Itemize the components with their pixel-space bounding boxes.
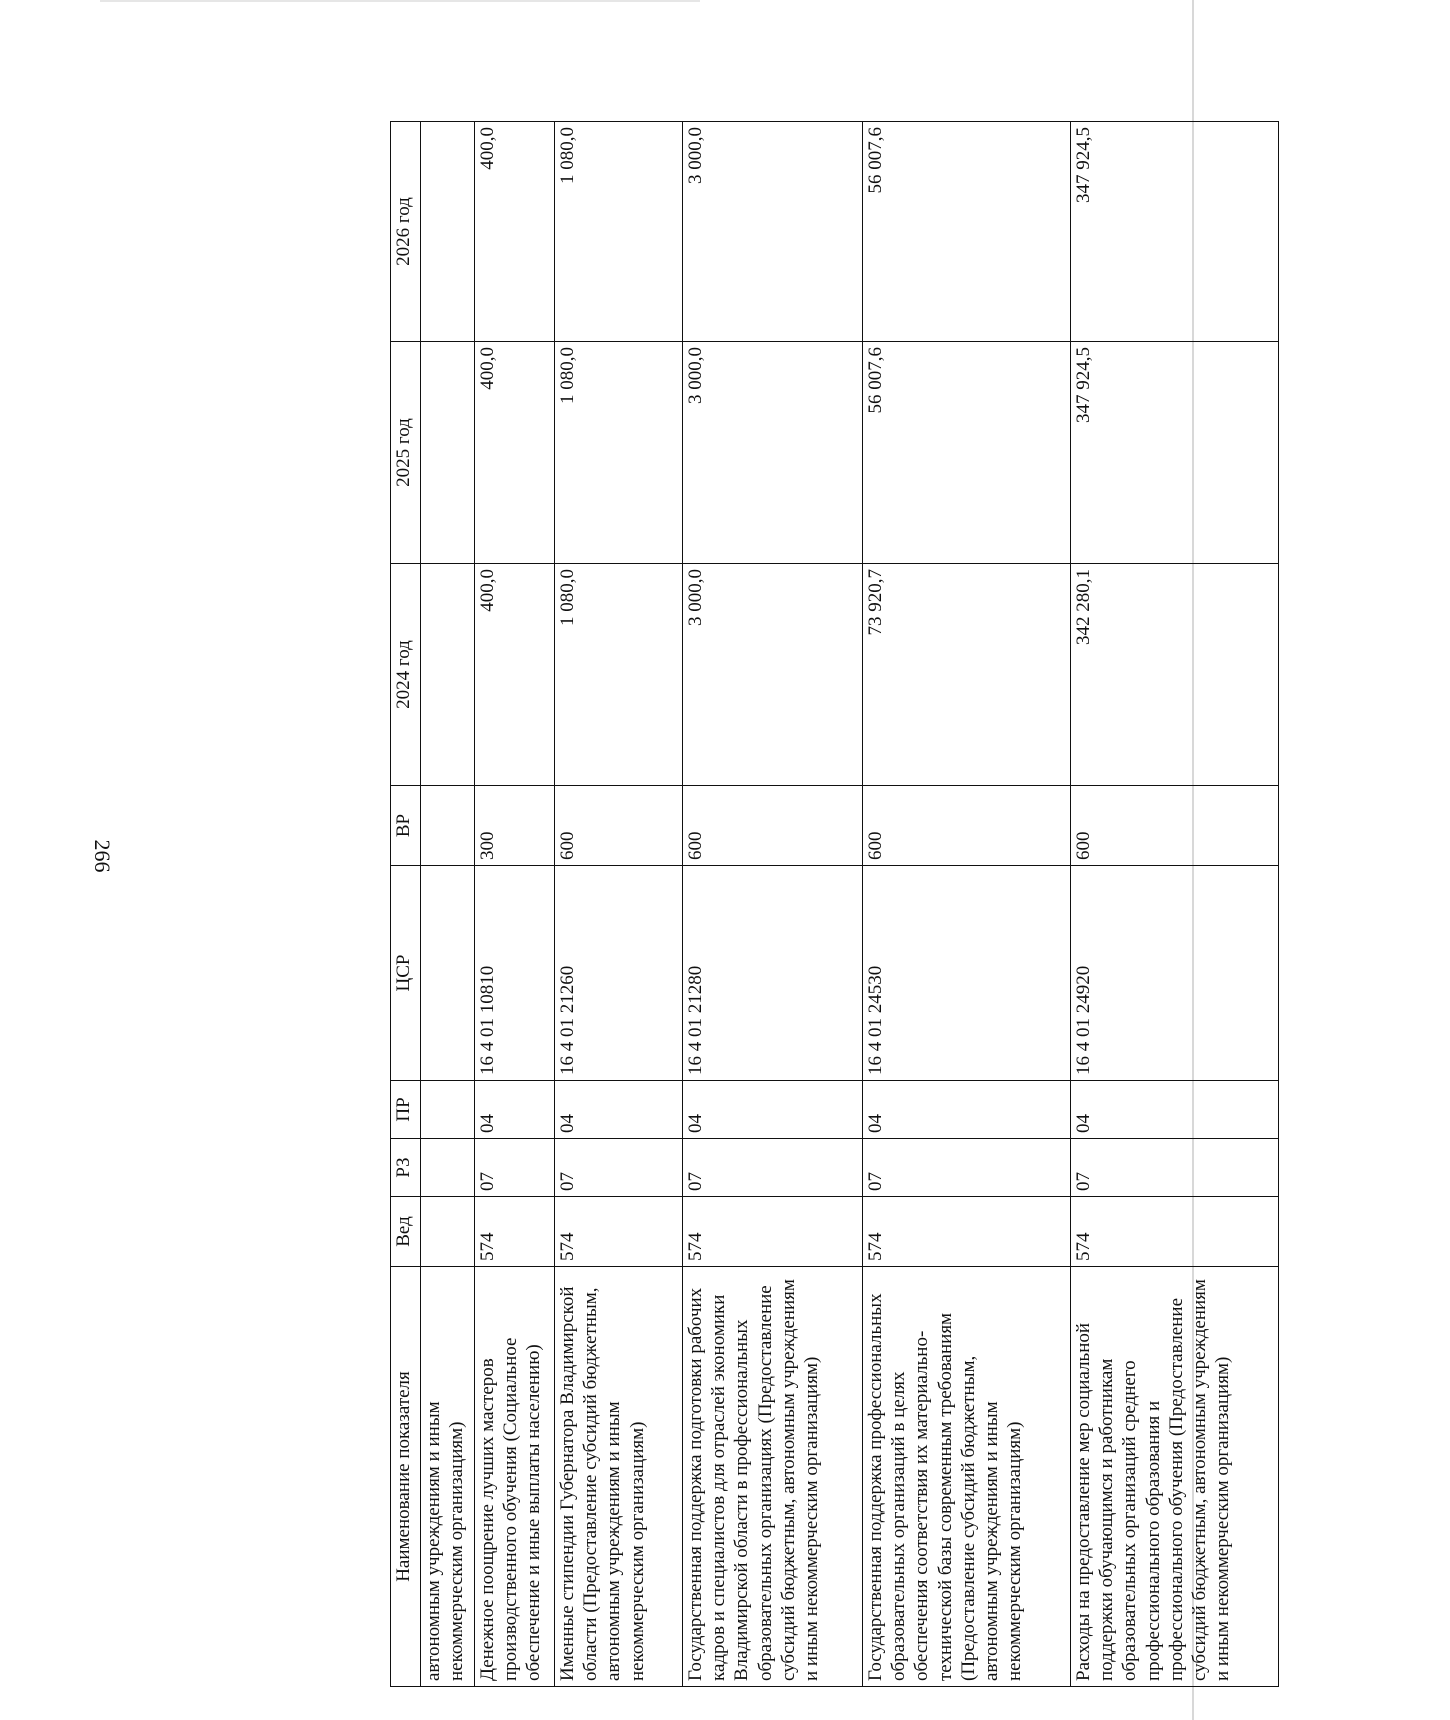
scan-artifact-top xyxy=(100,0,700,2)
cell-name: автономным учреждениям и иным некоммерческим организациям) xyxy=(421,1267,475,1687)
cell-csr: 16 4 01 21280 xyxy=(683,866,863,1081)
cell-2025: 56 007,6 xyxy=(863,342,1071,564)
budget-table xyxy=(390,121,1279,1687)
table-container xyxy=(390,122,1450,1687)
cell-csr: 16 4 01 24530 xyxy=(863,866,1071,1081)
header-2025: 2025 год xyxy=(391,342,421,564)
cell-2026: 3 000,0 xyxy=(683,122,863,342)
cell-name: Именные стипендии Губернатора Владимирской области (Предоставление субсидий бюджетным, автономным учреждениям и иным некоммерческим организациям) xyxy=(555,1267,683,1687)
cell-2025: 3 000,0 xyxy=(683,342,863,564)
cell-name: Государственная поддержка подготовки рабочих кадров и специалистов для отраслей экономики Владимирской области в профессиональных образовательных организациях (Предоставление субсидий бюджетным, автономным учреждениям и иным некоммерческим организациям) xyxy=(683,1267,863,1687)
header-csr: ЦСР xyxy=(391,866,421,1081)
table-row xyxy=(555,122,683,1687)
cell-2025: 1 080,0 xyxy=(555,342,683,564)
table-row xyxy=(1071,122,1279,1687)
header-pr: ПР xyxy=(391,1081,421,1139)
cell-2024: 1 080,0 xyxy=(555,564,683,786)
table-row xyxy=(475,122,555,1687)
cell-csr xyxy=(421,866,475,1081)
cell-pr: 04 xyxy=(863,1081,1071,1139)
page-number: 266 xyxy=(90,839,115,873)
cell-vr: 600 xyxy=(863,786,1071,866)
cell-2026: 347 924,5 xyxy=(1071,122,1279,342)
header-2026: 2026 год xyxy=(391,122,421,342)
cell-csr: 16 4 01 10810 xyxy=(475,866,555,1081)
header-ved: Вед xyxy=(391,1197,421,1267)
table-row xyxy=(683,122,863,1687)
cell-2024: 3 000,0 xyxy=(683,564,863,786)
cell-2025: 347 924,5 xyxy=(1071,342,1279,564)
cell-2026: 400,0 xyxy=(475,122,555,342)
cell-pr xyxy=(421,1081,475,1139)
cell-2025: 400,0 xyxy=(475,342,555,564)
cell-vr: 300 xyxy=(475,786,555,866)
table-row xyxy=(863,122,1071,1687)
cell-name: Денежное поощрение лучших мастеров производственного обучения (Социальное обеспечение и иные выплаты населению) xyxy=(475,1267,555,1687)
cell-name: Расходы на предоставление мер социальной поддержки обучающимся и работникам образовательных организаций среднего профессионального образования и профессионального обучения (Предоставление субсидий бюджетным, автономным учреждениям и иным некоммерческим организациям) xyxy=(1071,1267,1279,1687)
cell-csr: 16 4 01 21260 xyxy=(555,866,683,1081)
cell-ved: 574 xyxy=(863,1197,1071,1267)
table-header-row xyxy=(391,122,421,1687)
cell-rz: 07 xyxy=(475,1139,555,1197)
cell-vr xyxy=(421,786,475,866)
rotated-page-content xyxy=(155,122,1450,1681)
cell-pr: 04 xyxy=(683,1081,863,1139)
cell-2024: 73 920,7 xyxy=(863,564,1071,786)
cell-ved: 574 xyxy=(555,1197,683,1267)
cell-ved: 574 xyxy=(475,1197,555,1267)
cell-rz: 07 xyxy=(555,1139,683,1197)
cell-rz: 07 xyxy=(683,1139,863,1197)
cell-name: Государственная поддержка профессиональных образовательных организаций в целях обеспечения соответствия их материально-технической базы современным требованиям (Предоставление субсидий бюджетным, автономным учреждениям и иным некоммерческим организациям) xyxy=(863,1267,1071,1687)
cell-ved xyxy=(421,1197,475,1267)
cell-pr: 04 xyxy=(555,1081,683,1139)
cell-2024: 342 280,1 xyxy=(1071,564,1279,786)
header-vr: ВР xyxy=(391,786,421,866)
cell-2026: 56 007,6 xyxy=(863,122,1071,342)
cell-ved: 574 xyxy=(1071,1197,1279,1267)
cell-ved: 574 xyxy=(683,1197,863,1267)
cell-pr: 04 xyxy=(1071,1081,1279,1139)
cell-vr: 600 xyxy=(555,786,683,866)
cell-rz xyxy=(421,1139,475,1197)
cell-2026: 1 080,0 xyxy=(555,122,683,342)
cell-pr: 04 xyxy=(475,1081,555,1139)
cell-vr: 600 xyxy=(683,786,863,866)
cell-vr: 600 xyxy=(1071,786,1279,866)
header-2024: 2024 год xyxy=(391,564,421,786)
header-name: Наименование показателя xyxy=(391,1267,421,1687)
cell-2026 xyxy=(421,122,475,342)
header-rz: РЗ xyxy=(391,1139,421,1197)
cell-csr: 16 4 01 24920 xyxy=(1071,866,1279,1081)
table-row xyxy=(421,122,475,1687)
cell-2024: 400,0 xyxy=(475,564,555,786)
cell-rz: 07 xyxy=(863,1139,1071,1197)
cell-2025 xyxy=(421,342,475,564)
cell-2024 xyxy=(421,564,475,786)
cell-rz: 07 xyxy=(1071,1139,1279,1197)
